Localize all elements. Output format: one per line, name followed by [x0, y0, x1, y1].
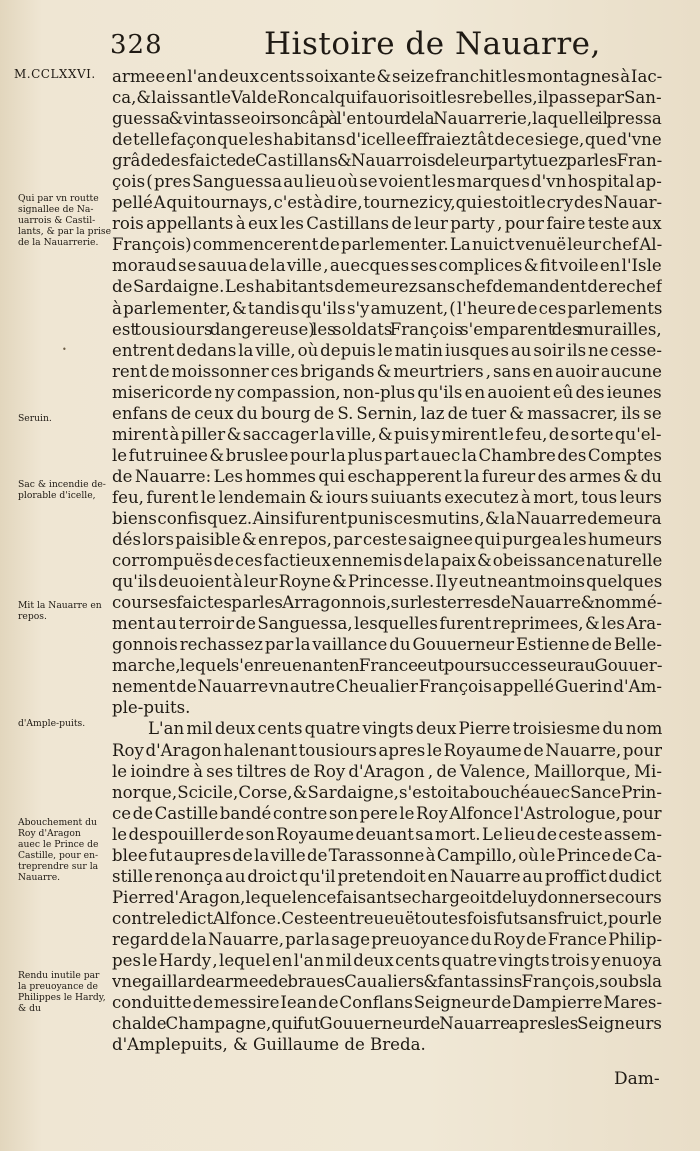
- text-line: ce de Castille bandé contre son pere le Roy Alfonce l'Astrologue, pour: [112, 803, 662, 823]
- text-line: moraud se sauua de la ville , auecques ses complices & fit voile en l'Isle: [112, 256, 662, 276]
- margin-note-5: [18, 718, 114, 729]
- margin-note-6: [18, 817, 114, 883]
- margin-year: M.CCLXXVI.: [14, 67, 96, 81]
- margin-note-line: auec le Prince de: [18, 839, 99, 850]
- text-line: rois appellants à eux les Castillans de leur party , pour faire teste aux: [112, 214, 662, 234]
- text-line: corrompuës de ces factieux ennemis de la paix & obeissance naturelle: [112, 551, 662, 571]
- text-line: le despouiller de son Royaume deuant sa mort. Le lieu de ceste assem-: [112, 824, 662, 844]
- margin-note-line: d'Ample-puits.: [18, 718, 86, 729]
- margin-note-line: treprendre sur la: [18, 861, 99, 872]
- text-line: François) commencerent de parlementer. La nuict venuë leur chef Al-: [112, 235, 662, 255]
- text-line: d'Amplepuits, & Guillaume de Breda.: [112, 1035, 426, 1055]
- margin-note-line: la preuoyance de: [18, 981, 98, 992]
- margin-note-line: de la Nauarrerie.: [18, 237, 99, 248]
- margin-note-line: uarrois & Castil-: [18, 215, 96, 226]
- text-line: est tousiours dangereuse) les soldats François s'emparent des murailles,: [112, 319, 662, 339]
- page-number: 328: [110, 30, 163, 60]
- text-line: marche, lequel s'en reuenant en France eut pour successeur au Gouuer-: [112, 656, 662, 676]
- text-line: contre ledict Alfonce.Ceste entreueuë toutesfois fut sans fruict, pour le: [112, 908, 662, 928]
- margin-note-line: Sac & incendie de-: [18, 479, 106, 490]
- text-line: ment au terroir de Sanguessa, lesquelles furent reprimees, & les Ara-: [112, 614, 662, 634]
- margin-note-line: & du: [18, 1003, 41, 1014]
- text-line: vne gaillarde armee de braues Caualiers & fantassins François, soubs la: [112, 972, 662, 992]
- margin-note-line: repos.: [18, 611, 47, 622]
- text-line: Pierre d'Aragon, lequel en ce faisant se chargeoit de luy donner secours: [112, 887, 662, 907]
- margin-note-line: Philippes le Hardy,: [18, 992, 106, 1003]
- main-text: [112, 66, 662, 1055]
- text-line: pes le Hardy , lequel en l'an mil deux cents quatre vingts trois y enuoya: [112, 950, 662, 970]
- margin-note-4: [18, 600, 114, 622]
- text-line: qu'ils deuoient à leur Royne & Princesse. Il y eut neantmoins quelques: [112, 572, 662, 592]
- text-line: gonnois rechassez par la vaillance du Gouuerneur Estienne de Belle-: [112, 635, 662, 655]
- margin-notes: [0, 0, 110, 1151]
- text-line: blee fut aupres de la ville de Tarassonne à Campillo, où le Prince de Ca-: [112, 845, 662, 865]
- text-line: conduitte de messire Iean de Conflans Seigneur de Dampierre Mares-: [112, 993, 662, 1013]
- text-line: entrent dedans la ville, où depuis le matin iusques au soir ils ne cesse-: [112, 340, 662, 360]
- margin-note-line: Seruin.: [18, 413, 52, 424]
- text-line: chal de Champagne,qui fut Gouuerneur de Nauarre apres les Seigneurs: [112, 1014, 662, 1034]
- margin-note-2: [18, 413, 114, 424]
- text-line: de Nauarre: Les hommes qui eschapperent la fureur des armes & du: [112, 466, 662, 486]
- text-line: regard de la Nauarre, par la sage preuoyance du Roy de France Philip-: [112, 929, 662, 949]
- text-line: stille renonça au droict qu'il pretendoit en Nauarre au proffict dudict: [112, 866, 662, 886]
- margin-note-line: Mit la Nauarre en: [18, 600, 102, 611]
- text-line: feu, furent le lendemain & iours suiuants executez à mort, tous leurs: [112, 487, 662, 507]
- text-line: biens confisquez. Ainsi furent punis ces mutins, & la Nauarre demeura: [112, 508, 662, 528]
- margin-note-line: lants, & par la prise: [18, 226, 112, 237]
- catchword: Dam-: [614, 1069, 660, 1089]
- text-line: de telle façon que les habitans d'icelle effraiez tât de ce siege, que d'vne: [112, 130, 662, 150]
- margin-note-line: Rendu inutile par: [18, 970, 100, 981]
- text-line: ple-puits.: [112, 698, 191, 718]
- text-line: misericorde ny compassion, non-plus qu'ils en auoient eû des ieunes: [112, 382, 662, 402]
- text-line: pellé A qui tournays, c'est à dire, tournez icy,qui estoit le cry des Nauar-: [112, 193, 662, 213]
- margin-note-1: [18, 193, 114, 248]
- text-line: Roy d'Aragon halenant tousiours apres le Royaume de Nauarre, pour: [112, 740, 662, 760]
- text-line: de Sardaigne. Les habitants demeurez sans chef demandent de rechef: [112, 277, 662, 297]
- text-line: çois ( pres Sanguessa au lieu où se voient les marques d'vn hospital ap-: [112, 172, 662, 192]
- text-line: guessa &vint asseoir son câp à l'entour de la Nauarrerie,laquelle il pressa: [112, 109, 662, 129]
- margin-note-line: Castille, pour en-: [18, 850, 99, 861]
- text-line: armee en l'an deux cents soixante & seize franchit les montagnes à Iac-: [112, 67, 662, 86]
- text-line: ca, & laissant le Val de Roncal qui fauorisoit les rebelles,il passe par San-: [112, 88, 662, 108]
- text-line: le ioindre à ses tiltres de Roy d'Aragon , de Valence, Maillorque, Mi-: [112, 761, 662, 781]
- text-line: norque , Scicile , Corse, & Sardaigne, s'estoit abouché auec Sance Prin-: [112, 782, 662, 802]
- text-line: grâde desfaicte de Castillans & Nauarrois de leur party tuez par les Fran-: [112, 151, 662, 171]
- margin-note-line: Nauarre.: [18, 872, 61, 883]
- ink-speck-icon: •: [62, 345, 67, 354]
- margin-note-7: [18, 970, 114, 1014]
- text-line: enfans de ceux du bourg de S. Sernin, laz de tuer & massacrer, ils se: [112, 403, 662, 423]
- margin-note-line: Abouchement du: [18, 817, 97, 828]
- text-line: rent de moissonner ces brigands & meurtriers , sans en auoir aucune: [112, 361, 662, 381]
- text-line: dés lors paisible & en repos, par ceste saignee qui purgea les humeurs: [112, 530, 662, 550]
- text-line: à parlementer, & tandis qu'ils s'y amuzent, ( l'heure de ces parlements: [112, 298, 662, 318]
- margin-note-line: plorable d'icelle,: [18, 490, 96, 501]
- text-line: courses faictes par les Arragonnois, sur les terres de Nauarre & nommé-: [112, 593, 662, 613]
- margin-note-line: signallee de Na-: [18, 204, 94, 215]
- text-line: L'an mil deux cents quatre vingts deux Pierre troisiesme du nom: [148, 719, 662, 739]
- margin-note-3: [18, 479, 114, 501]
- margin-note-line: Qui par vn routte: [18, 193, 99, 204]
- text-line: mirent à piller & saccager la ville, & puis y mirent le feu, de sorte qu'el-: [112, 424, 662, 444]
- text-line: le fut ruinee & bruslee pour la plus part auec la Chambre des Comptes: [112, 445, 662, 465]
- running-title: Histoire de Nauarre,: [264, 26, 601, 62]
- margin-note-line: Roy d'Aragon: [18, 828, 81, 839]
- text-line: nement de Nauarre vn autre Cheualier François appellé Guerin d'Am-: [112, 677, 662, 697]
